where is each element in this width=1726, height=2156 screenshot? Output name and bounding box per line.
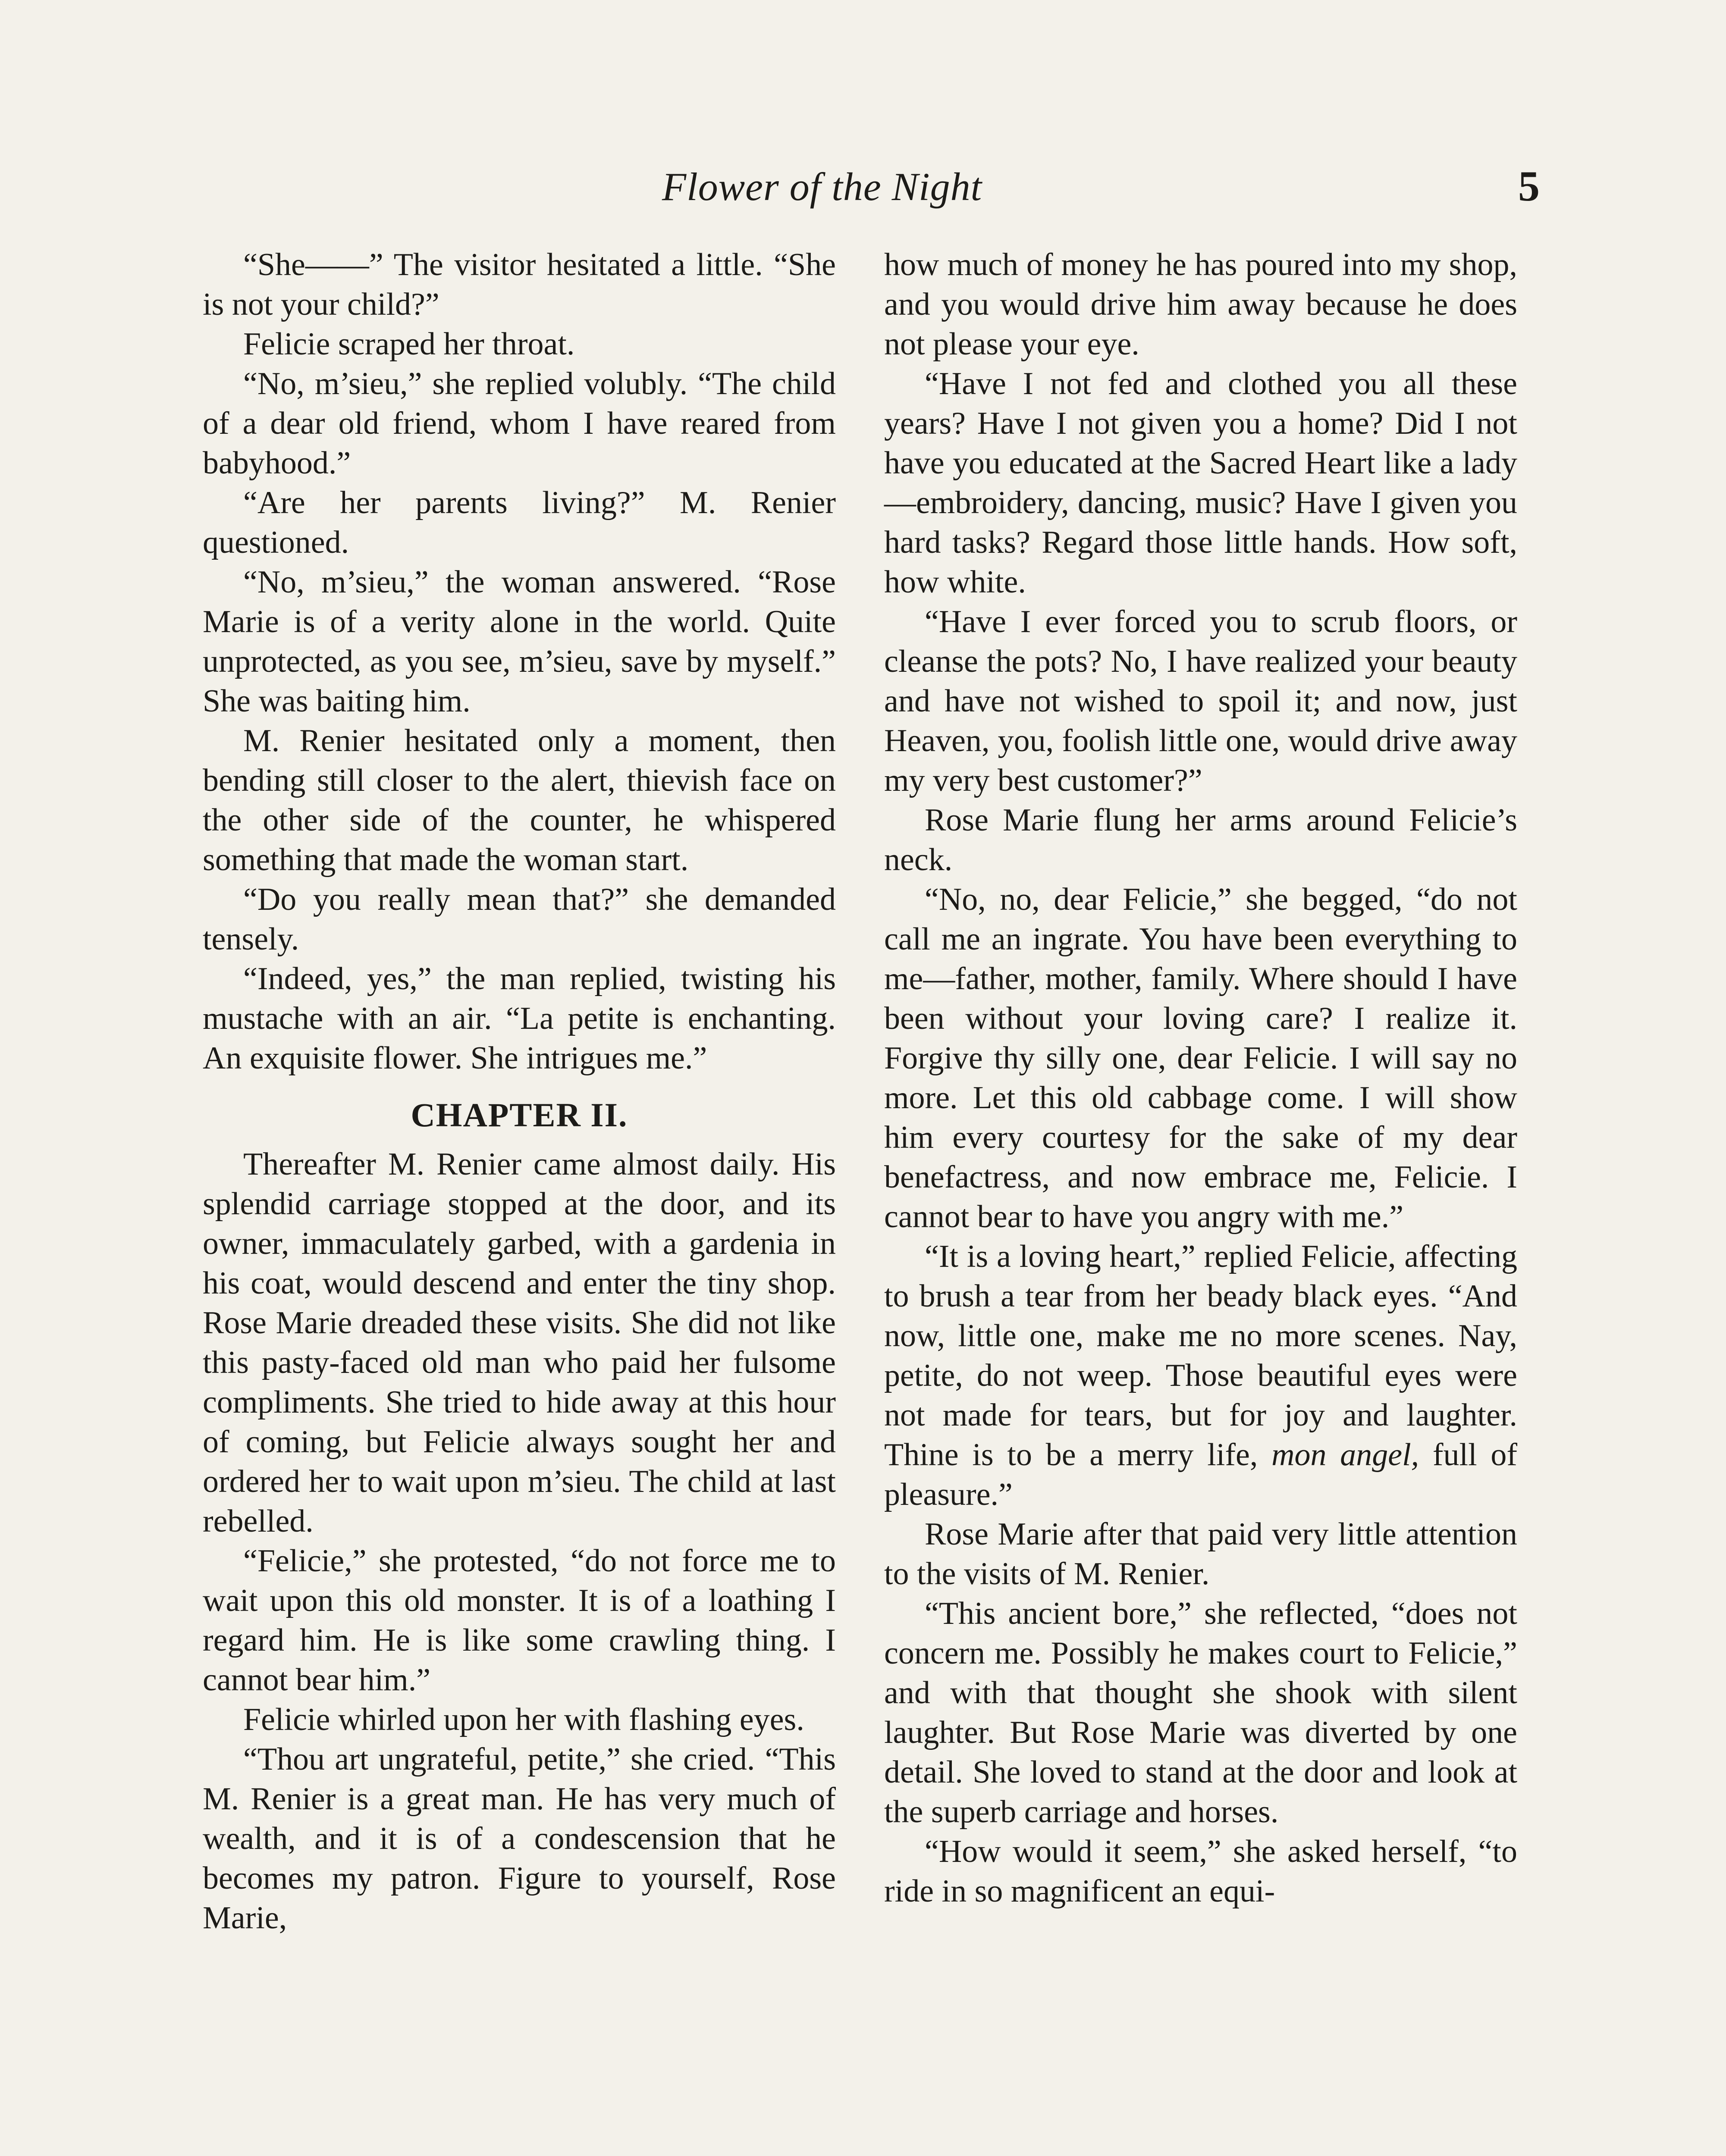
paragraph: “Do you really mean that?” she demanded tensely.	[203, 882, 836, 957]
paragraph: “No, no, dear Felicie,” she begged, “do not call me an ingrate. You have been everything to me—father, mother, family. Where should I have been without your loving care? I realize it. Forgive thy silly one, dear Felicie. I will say no more. Let this old cabbage come. I will show him every courtesy for the sake of my dear benefactress, and now embrace me, Felicie. I cannot bear to have you angry with me.”	[884, 882, 1517, 1235]
left-column	[203, 245, 836, 1938]
paragraph: “This ancient bore,” she reflected, “does not concern me. Possibly he makes court to Felicie,” and with that thought she shook with silent laughter. But Rose Marie was diverted by one detail. She loved to stand at the door and look at the superb carriage and horses.	[884, 1596, 1517, 1830]
paragraph: “Have I not fed and clothed you all these years? Have I not given you a home? Did I not have you educated at the Sacred Heart like a lady—embroidery, dancing, music? Have I given you hard tasks? Regard those little hands. How soft, how white.	[884, 366, 1517, 600]
paragraph: “Thou art ungrateful, petite,” she cried. “This M. Renier is a great man. He has very much of wealth, and it is of a condescension that he becomes my patron. Figure to yourself, Rose Marie,	[203, 1742, 836, 1936]
paragraph: “Have I ever forced you to scrub floors, or cleanse the pots? No, I have realized your beauty and have not wished to spoil it; and now, just Heaven, you, foolish little one, would drive away my very best customer?”	[884, 604, 1517, 798]
paragraph: “Indeed, yes,” the man replied, twisting his mustache with an air. “La petite is enchanting. An exquisite flower. She intrigues me.”	[203, 961, 836, 1076]
paragraph-text: full of pleasure.”	[884, 1437, 1517, 1512]
paragraph: Thereafter M. Renier came almost daily. His splendid carriage stopped at the door, and its owner, immaculately garbed, with a gardenia in his coat, would descend and enter the tiny shop. Rose Marie dreaded these visits. She did not like this pasty-faced old man who paid her fulsome compliments. She tried to hide away at this hour of coming, but Felicie always sought her and ordered her to wait upon m’sieu. The child at last rebelled.	[203, 1147, 836, 1539]
paragraph: Felicie whirled upon her with flashing eyes.	[243, 1702, 804, 1737]
italic-phrase: mon angel,	[1271, 1437, 1419, 1473]
paragraph-text: “It is a loving heart,” replied Felicie, affecting to brush a tear from her beady black eyes. “And now, little one, make me no more scenes. Nay, petite, do not weep. Those beautiful eyes were not made for tears, but for joy and laughter. Thine is to be a merry life,	[884, 1239, 1517, 1473]
chapter-heading: CHAPTER II.	[411, 1096, 628, 1134]
right-column	[884, 245, 1517, 1911]
paragraph: Felicie scraped her throat.	[243, 326, 575, 362]
paragraph-continuation: how much of money he has poured into my shop, and you would drive him away because he does not please your eye.	[884, 247, 1517, 362]
paragraph: “Felicie,” she protested, “do not force me to wait upon this old monster. It is of a loathing I regard him. He is like some crawling thing. I cannot bear him.”	[203, 1543, 836, 1698]
paragraph: M. Renier hesitated only a moment, then bending still closer to the alert, thievish face on the other side of the counter, he whispered something that made the woman start.	[203, 723, 836, 877]
paragraph	[884, 1237, 1517, 1514]
page-header	[203, 164, 1540, 224]
paragraph: “No, m’sieu,” she replied volubly. “The child of a dear old friend, whom I have reared from babyhood.”	[203, 366, 836, 481]
paragraph: Rose Marie after that paid very little attention to the visits of M. Renier.	[884, 1517, 1517, 1592]
paragraph: “How would it seem,” she asked herself, “to ride in so magnificent an equi-	[884, 1834, 1517, 1909]
paragraph: Rose Marie flung her arms around Felicie’s neck.	[884, 802, 1517, 877]
paragraph: “No, m’sieu,” the woman answered. “Rose Marie is of a verity alone in the world. Quite unprotected, as you see, m’sieu, save by myself.” She was baiting him.	[203, 564, 836, 719]
page-number: 5	[1518, 162, 1540, 210]
running-title: Flower of the Night	[662, 165, 982, 209]
paragraph: “She——” The visitor hesitated a little. “She is not your child?”	[203, 247, 836, 322]
paragraph: “Are her parents living?” M. Renier questioned.	[203, 485, 836, 560]
